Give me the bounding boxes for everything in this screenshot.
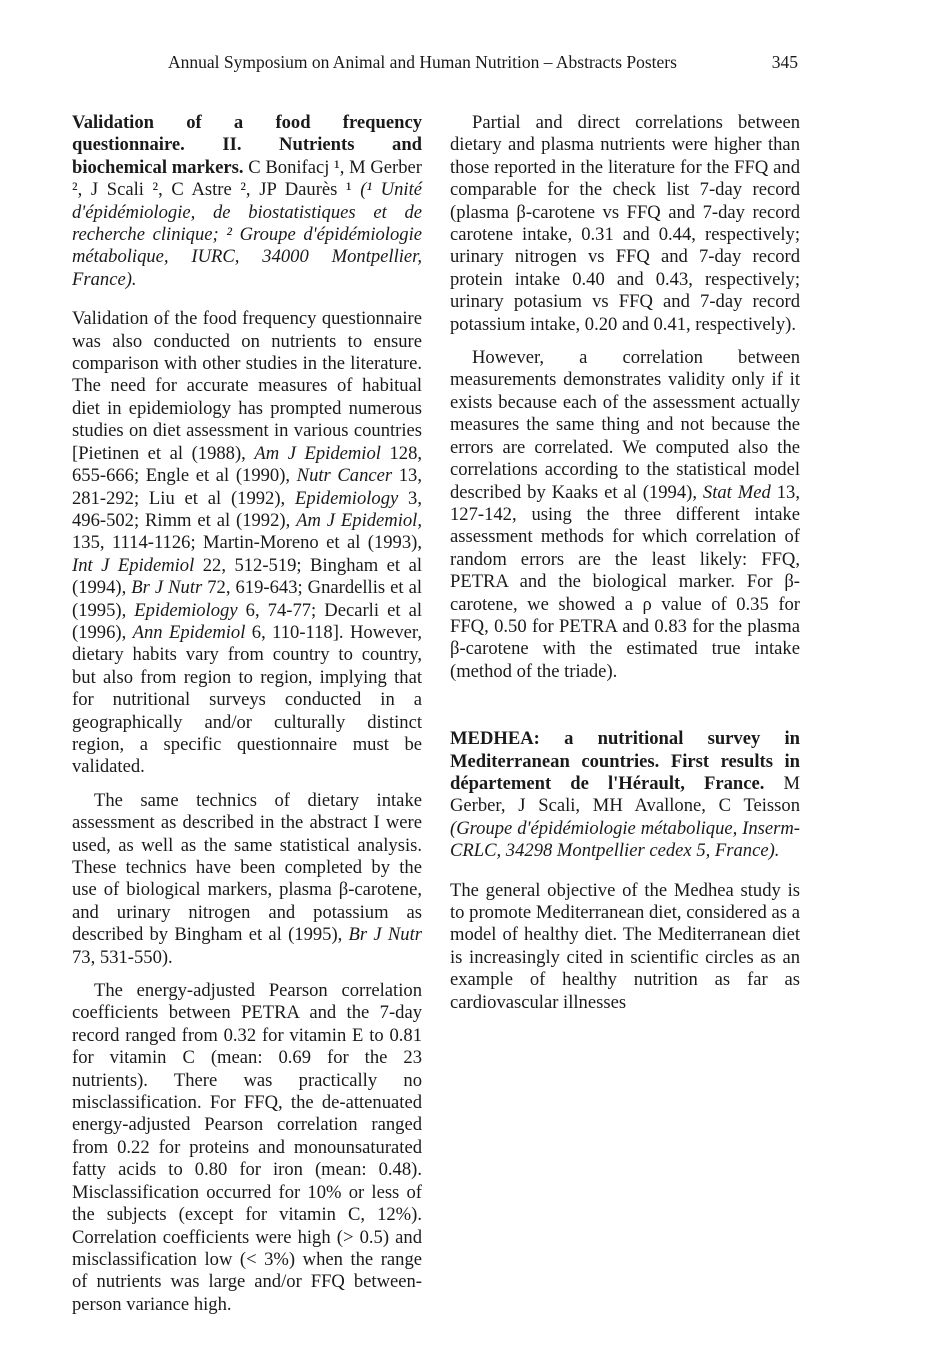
journal-name: Ann Epidemiol [132,621,246,643]
text-run: 13, 281-292; Liu et al (1992), [72,465,423,509]
text-run: 73, 531-550). [72,946,173,968]
abstract-1-paragraph-4: Partial and direct correlations between dietary and plasma nutrients were higher than those reported in the literature for the FFQ and comparable for the check list 7-day record (plasma β-carotene vs FFQ and 7-day record carotene intake, 0.31 and 0.44, respectively; urinary nitrogen vs FFQ and 7-day record protein intake 0.40 and 0.43, respectively; urinary potasium vs FFQ and 7-day record potassium intake, 0.20 and 0.41, respectively). [450,112,800,335]
abstract-1-title: Validation of a food frequency questionnaire. II. Nutrients and biochemical markers. [72,112,422,178]
text-run: 6, 110-118]. However, dietary habits vary from country to country, but also from region to region, implying that for nutritional surveys conducted in a geographically and/or culturally distinct region, a specific questionnaire must be validated. [72,621,423,778]
journal-name: Epidemiology [134,599,238,621]
abstract-1-affiliation: (¹ Unité d'épidémiologie, de biostatistiques et de recherche clinique; ² Groupe d'épidémiologie métabolique, IURC, 34000 Montpellier, France). [72,179,422,290]
abstract-1-paragraph-5 [450,347,800,683]
journal-name: Int J Epidemiol [72,554,195,576]
text-run: 72, 619-643; Gnardellis et al (1995), [72,577,422,621]
text-run: The same technics of dietary intake assessment as described in the abstract I were used, as well as the same statistical analysis. These technics have been completed by the use of biological markers, plasma β-carotene, and urinary nitrogen and potassium as described by Bingham et al (1995), [72,789,422,946]
journal-name: Nutr Cancer [296,465,393,487]
text-run: 135, 1114-1126; Martin-Moreno et al (1993), [72,532,422,554]
abstract-1-paragraph-2 [72,790,422,969]
running-header [72,52,800,76]
abstract-2-affiliation: (Groupe d'épidémiologie métabolique, Inserm-CRLC, 34298 Montpellier cedex 5, France). [450,817,800,862]
abstract-2-title: MEDHEA: a nutritional survey in Mediterranean countries. First results in département de l'Hérault, France. [450,728,800,794]
abstract-1-paragraph-1 [72,308,422,779]
left-column [72,112,422,1316]
journal-name: Am J Epidemiol, [296,509,422,531]
text-run: 6, 74-77; Decarli et al (1996), [72,599,422,643]
right-column [450,112,800,1014]
page-number: 345 [771,52,798,72]
text-run: 13, 127-142, using the three different intake assessment methods for which correlation of random errors are the least likely: FFQ, PETRA and the biological marker. For β-carotene, we showed a ρ value of 0.35 for FFQ, 0.50 for PETRA and 0.83 for the plasma β-carotene with the estimated true intake (method of the triade). [450,481,800,682]
abstract-1-paragraph-3: The energy-adjusted Pearson correlation coefficients between PETRA and the 7-day record ranged from 0.32 for vitamin E to 0.81 for vitamin C (mean: 0.69 for the 23 nutrients). There was practically no misclassification. For FFQ, the de-attenuated energy-adjusted Pearson correlation ranged from 0.22 for proteins and monounsaturated fatty acids to 0.80 for iron (mean: 0.48). Misclassification occurred for 10% or less of the subjects (except for vitamin C, 12%). Correlation coefficients were high (> 0.5) and misclassification low (< 3%) when the range of nutrients was large and/or FFQ between-person variance high. [72,980,422,1315]
abstract-1-heading [72,112,422,291]
journal-name: Stat Med [702,481,771,503]
abstract-1-authors: C Bonifacj ¹, M Gerber ², J Scali ², C Astre ², JP Daurès ¹ [72,156,422,201]
text-run: Validation of the food frequency questionnaire was also conducted on nutrients to ensure comparison with other studies in the literature. The need for accurate measures of habitual diet in epidemiology has prompted numerous studies on diet assessment in various countries [Pietinen et al (1988), [72,308,422,464]
abstract-2-paragraph-1: The general objective of the Medhea study is to promote Mediterranean diet, considered as a model of healthy diet. The Mediterranean diet is increasingly cited in scientific circles as an example of healthy nutrition as far as cardiovascular illnesses [450,879,800,1013]
text-run: 3, 496-502; Rimm et al (1992), [72,487,423,531]
journal-name: Am J Epidemiol [254,442,381,464]
text-run: 22, 512-519; Bingham et al (1994), [72,554,422,599]
journal-name: Epidemiology [294,487,399,509]
text-run: However, a correlation between measurements demonstrates validity only if it exists because each of the assessment actually measures the same thing and not because the errors are correlated. We computed also the correlations according to the statistical model described by Kaaks et al (1994), [450,347,800,503]
journal-name: Br J Nutr [131,577,203,599]
journal-name: Br J Nutr [348,924,422,946]
running-title: Annual Symposium on Animal and Human Nutrition – Abstracts Posters [168,52,677,72]
abstract-2-authors: M Gerber, J Scali, MH Avallone, C Teisson [450,772,801,817]
abstract-2-heading [450,728,800,862]
text-run: 128, 655-666; Engle et al (1990), [72,442,423,487]
